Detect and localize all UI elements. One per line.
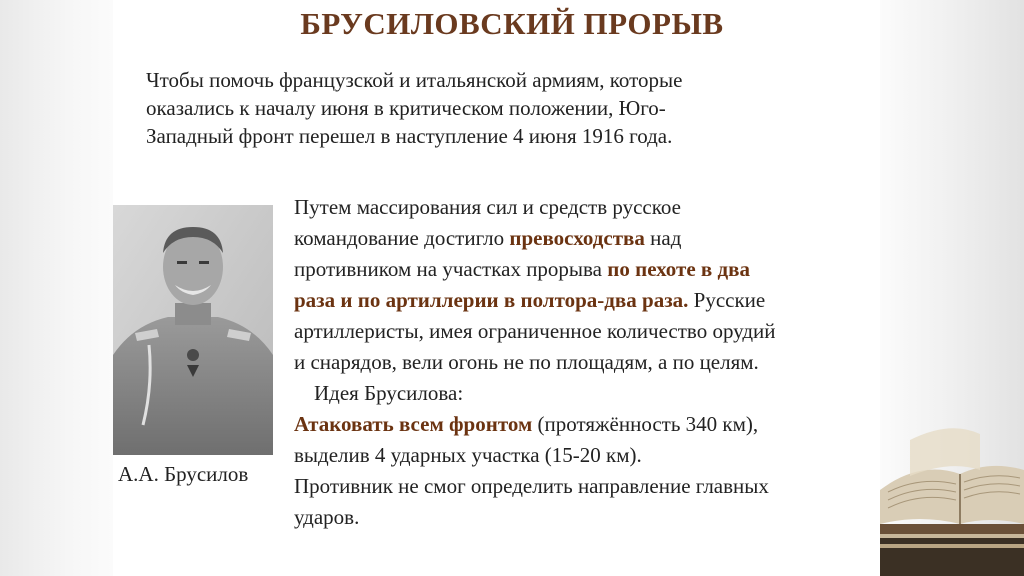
- left-margin-gradient: [0, 0, 113, 576]
- intro-line-2: оказались к началу июня в критическом положении, Юго-: [146, 96, 666, 120]
- books-illustration: [880, 420, 1024, 576]
- highlight-superiority: превосходства: [509, 226, 645, 250]
- body-line-4b: Русские: [688, 288, 766, 312]
- intro-line-1: Чтобы помочь французской и итальянской армиям, которые: [146, 68, 683, 92]
- highlight-attack: Атаковать всем фронтом: [294, 412, 533, 436]
- brusilov-portrait: [113, 205, 273, 455]
- body-line-8b: (протяжённость 340 км),: [532, 412, 759, 436]
- body-line-9: выделив 4 ударных участка (15-20 км).: [294, 443, 642, 467]
- body-line-5: артиллеристы, имея ограниченное количество орудий: [294, 319, 776, 343]
- portrait-caption: А.А. Брусилов: [118, 462, 249, 486]
- portrait-image: [113, 205, 273, 455]
- body-line-6: и снарядов, вели огонь не по площадям, а по целям.: [294, 350, 759, 374]
- highlight-infantry: по пехоте в два: [607, 257, 750, 281]
- body-line-2a: командование достигло: [294, 226, 510, 250]
- body-paragraph: [294, 192, 884, 533]
- body-line-3a: противником на участках прорыва: [294, 257, 608, 281]
- old-books-image: [880, 420, 1024, 576]
- body-line-11: ударов.: [294, 505, 360, 529]
- slide-title: БРУСИЛОВСКИЙ ПРОРЫВ: [300, 6, 724, 41]
- highlight-artillery: раза и по артиллерии в полтора-два раза.: [294, 288, 689, 312]
- body-line-1: Путем массирования сил и средств русское: [294, 195, 681, 219]
- intro-line-3: Западный фронт перешел в наступление 4 июня 1916 года.: [146, 124, 673, 148]
- intro-paragraph: [146, 66, 846, 150]
- body-line-7: Идея Брусилова:: [314, 381, 464, 405]
- body-line-2c: над: [644, 226, 682, 250]
- body-line-10: Противник не смог определить направление главных: [294, 474, 769, 498]
